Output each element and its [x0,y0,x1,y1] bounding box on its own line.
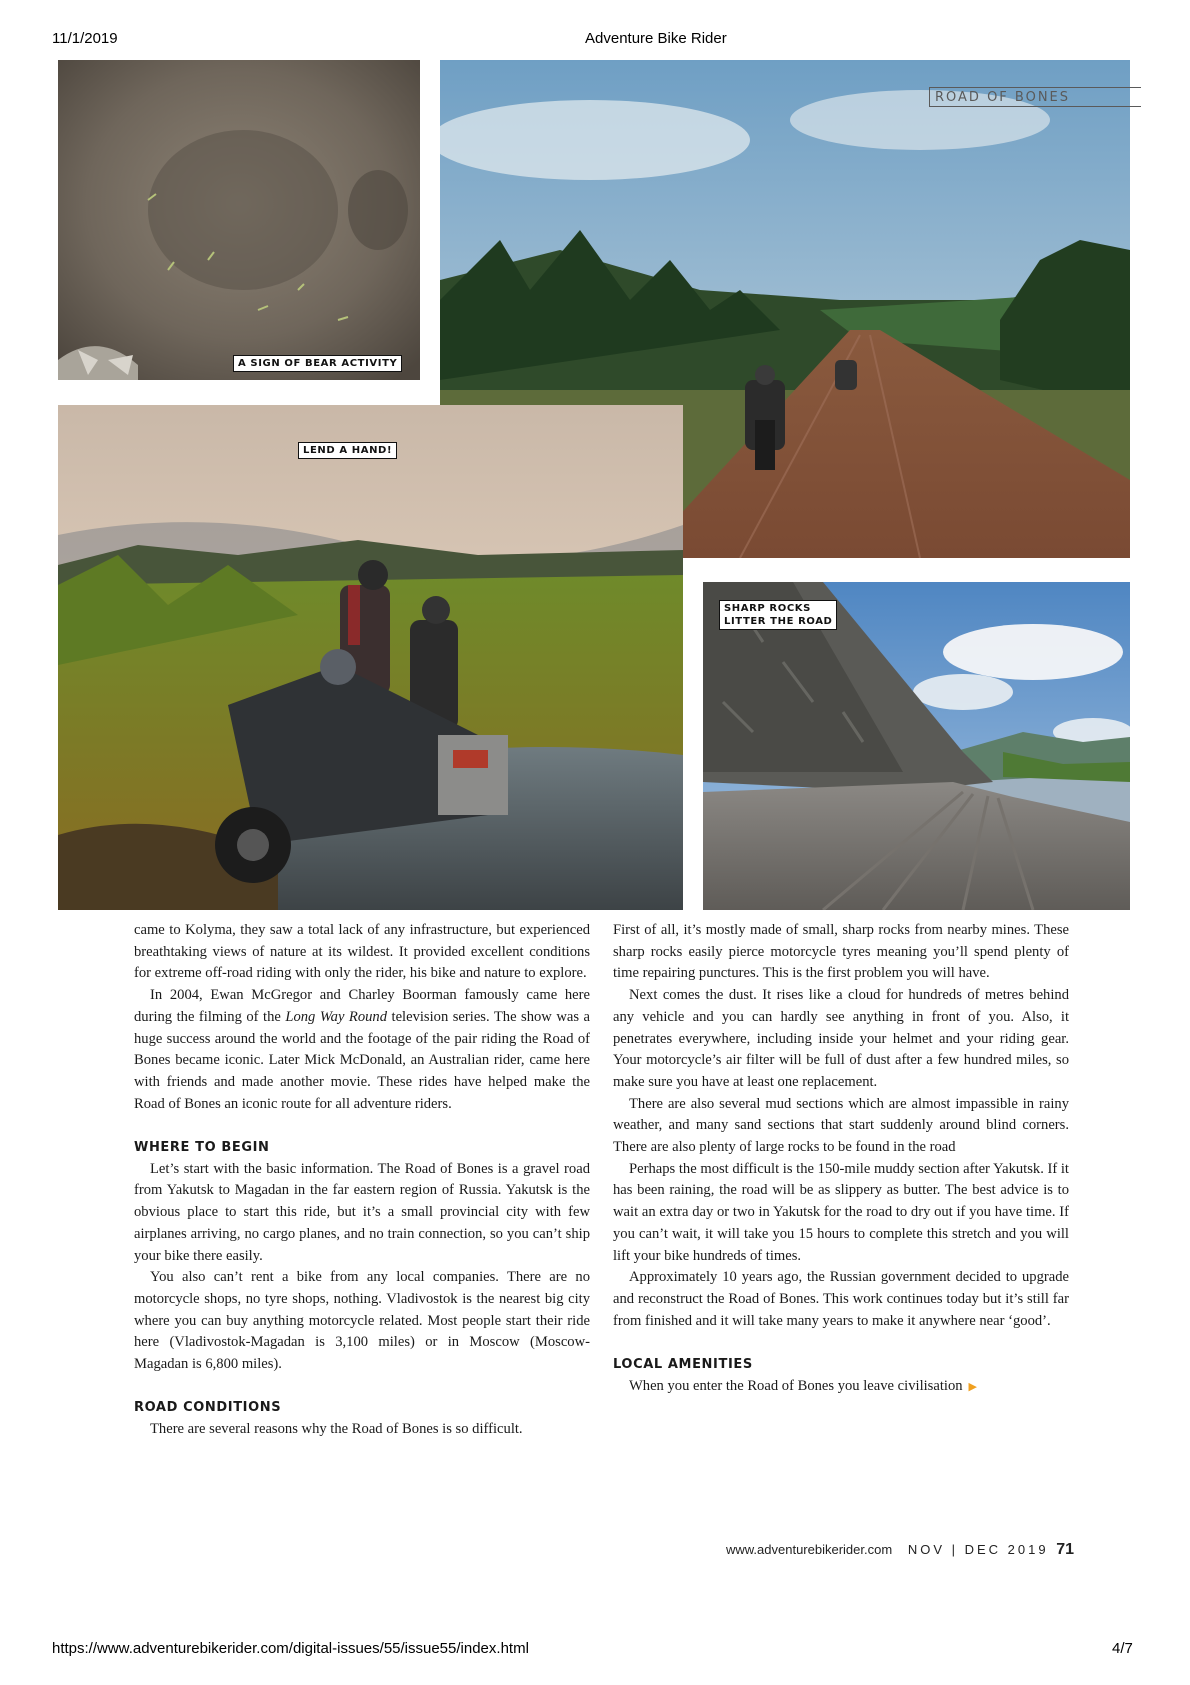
left-column [134,920,590,1441]
continue-arrow-icon: ▶ [968,1380,978,1393]
print-date: 11/1/2019 [52,30,118,47]
right-p2: Next comes the dust. It rises like a cloud for hundreds of metres behind any vehicle and you can hardly see anything in front of you. Also, it penetrates everywhere, including inside your helmet and your riding gear. Your motorcycle’s air filter will be full of dust after a few hundred miles, so make sure you have at least one replacement. [613,987,1069,1090]
sharp-rocks-photo [703,582,1130,910]
folio-site: www.adventurebikerider.com [725,1542,893,1557]
right-p3: There are also several mud sections which are almost impassible in rainy weather, and many sand sections that start suddenly around blind corners. There are also plenty of large rocks to be found in the road [613,1095,1069,1156]
lend-a-hand-photo [58,405,683,910]
lend-hand-caption: LEND A HAND! [298,442,397,459]
left-p4: You also can’t rent a bike from any local companies. There are no motorcycle shops, no tyre shops, nothing. Vladivostok is the nearest big city where you can buy anything motorcycle related. Most people start their ride here (Vladivostok-Magadan is 3,100 miles) or in Moscow (Moscow-Magadan is 6,800 miles). [134,1269,590,1373]
section-tag: ROAD OF BONES [929,87,1141,107]
left-p5: There are several reasons why the Road of Bones is so difficult. [150,1421,523,1438]
heading-where-to-begin: WHERE TO BEGIN [134,1140,270,1156]
left-p2: In 2004, Ewan McGregor and Charley Boorman famously came here during the filming of the Long Way Round television series. The show was a huge success around the world and the footage of the pair riding the Road of Bones became iconic. Later Mick McDonald, an Australian rider, came here with friends and made another movie. These rides have helped make the Road of Bones an iconic route for all adventure riders. [134,987,590,1112]
left-p1: came to Kolyma, they saw a total lack of any infrastructure, but experienced breathtaking views of nature at its wildest. It provided excellent conditions for extreme off-road riding with only the rider, his bike and nature to explore. [134,922,590,982]
magazine-folio [726,1541,1074,1559]
right-p5: Approximately 10 years ago, the Russian government decided to upgrade and reconstruct the Road of Bones. This work continues today but it’s still far from finished and it will take many years to make it anywhere near ‘good’. [613,1269,1069,1329]
right-p6: When you enter the Road of Bones you leave civilisation ▶ [629,1377,978,1394]
print-page-count: 4/7 [1112,1640,1133,1657]
right-column [613,920,1069,1398]
left-p3: Let’s start with the basic information. The Road of Bones is a gravel road from Yakutsk to Magadan in the far eastern region of Russia. Yakutsk is the obvious place to start this ride, but it’s a small provincial city with few airplanes arriving, no cargo planes, and no train connection, so you can’t ship your bike there easily. [134,1160,590,1264]
heading-local-amenities: LOCAL AMENITIES [613,1357,753,1373]
print-title: Adventure Bike Rider [585,30,727,47]
bear-track-photo [58,60,420,380]
heading-road-conditions: ROAD CONDITIONS [134,1400,282,1416]
bear-caption: A SIGN OF BEAR ACTIVITY [233,355,402,372]
folio-issue-date: NOV | DEC 2019 [907,1542,1049,1557]
sharp-rocks-caption: SHARP ROCKS LITTER THE ROAD [719,600,837,630]
right-p4: Perhaps the most difficult is the 150-mile muddy section after Yakutsk. If it has been raining, the road will be as slippery as butter. The best advice is to wait an extra day or two in Yakutsk for the road to dry out if you have time. If you can’t wait, it will take you 15 hours to complete this stretch and you will lift your bike hundreds of times. [613,1160,1069,1264]
right-p1: First of all, it’s mostly made of small, sharp rocks from nearby mines. These sharp rocks easily pierce motorcycle tyres meaning you’ll spend plenty of time repairing punctures. This is the first problem you will have. [613,922,1069,982]
print-url: https://www.adventurebikerider.com/digital-issues/55/issue55/index.html [52,1640,529,1657]
folio-page-number: 71 [1056,1541,1074,1558]
